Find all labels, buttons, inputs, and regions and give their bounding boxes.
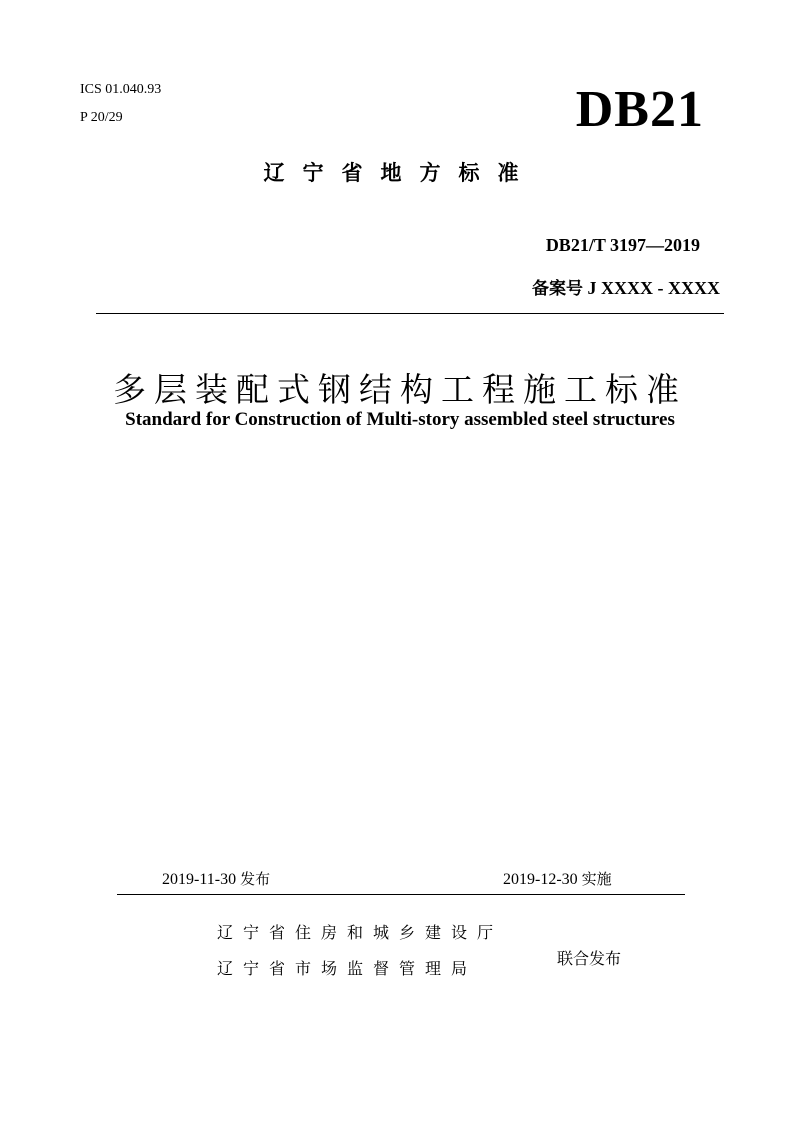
publish-date-value: 2019-11-30	[162, 871, 237, 888]
top-divider	[96, 313, 724, 314]
effective-label: 实施	[581, 870, 612, 888]
joint-issue-label: 联合发布	[557, 949, 622, 968]
filing-label: 备案号	[532, 279, 583, 299]
issuer-market-regulation: 辽宁省市场监督管理局	[217, 959, 478, 978]
issuer-housing-department: 辽宁省住房和城乡建设厅	[217, 923, 504, 942]
effective-date-value: 2019-12-30	[503, 871, 578, 888]
publish-label: 发布	[240, 870, 271, 888]
filing-number	[532, 274, 720, 299]
standard-number: DB21/T 3197—2019	[545, 235, 700, 255]
db-logo: DB21	[575, 81, 704, 138]
classification-code: P 20/29	[80, 110, 123, 125]
bottom-divider	[117, 894, 685, 895]
document-title-english: Standard for Construction of Multi-story assembled steel structures	[125, 409, 675, 430]
filing-value: J XXXX - XXXX	[587, 278, 720, 298]
local-standard-heading: 辽宁省地方标准	[263, 161, 537, 185]
effective-date	[503, 868, 612, 889]
ics-code: ICS 01.040.93	[80, 82, 162, 97]
publish-date	[162, 868, 270, 889]
document-title-chinese: 多层装配式钢结构工程施工标准	[113, 373, 687, 409]
